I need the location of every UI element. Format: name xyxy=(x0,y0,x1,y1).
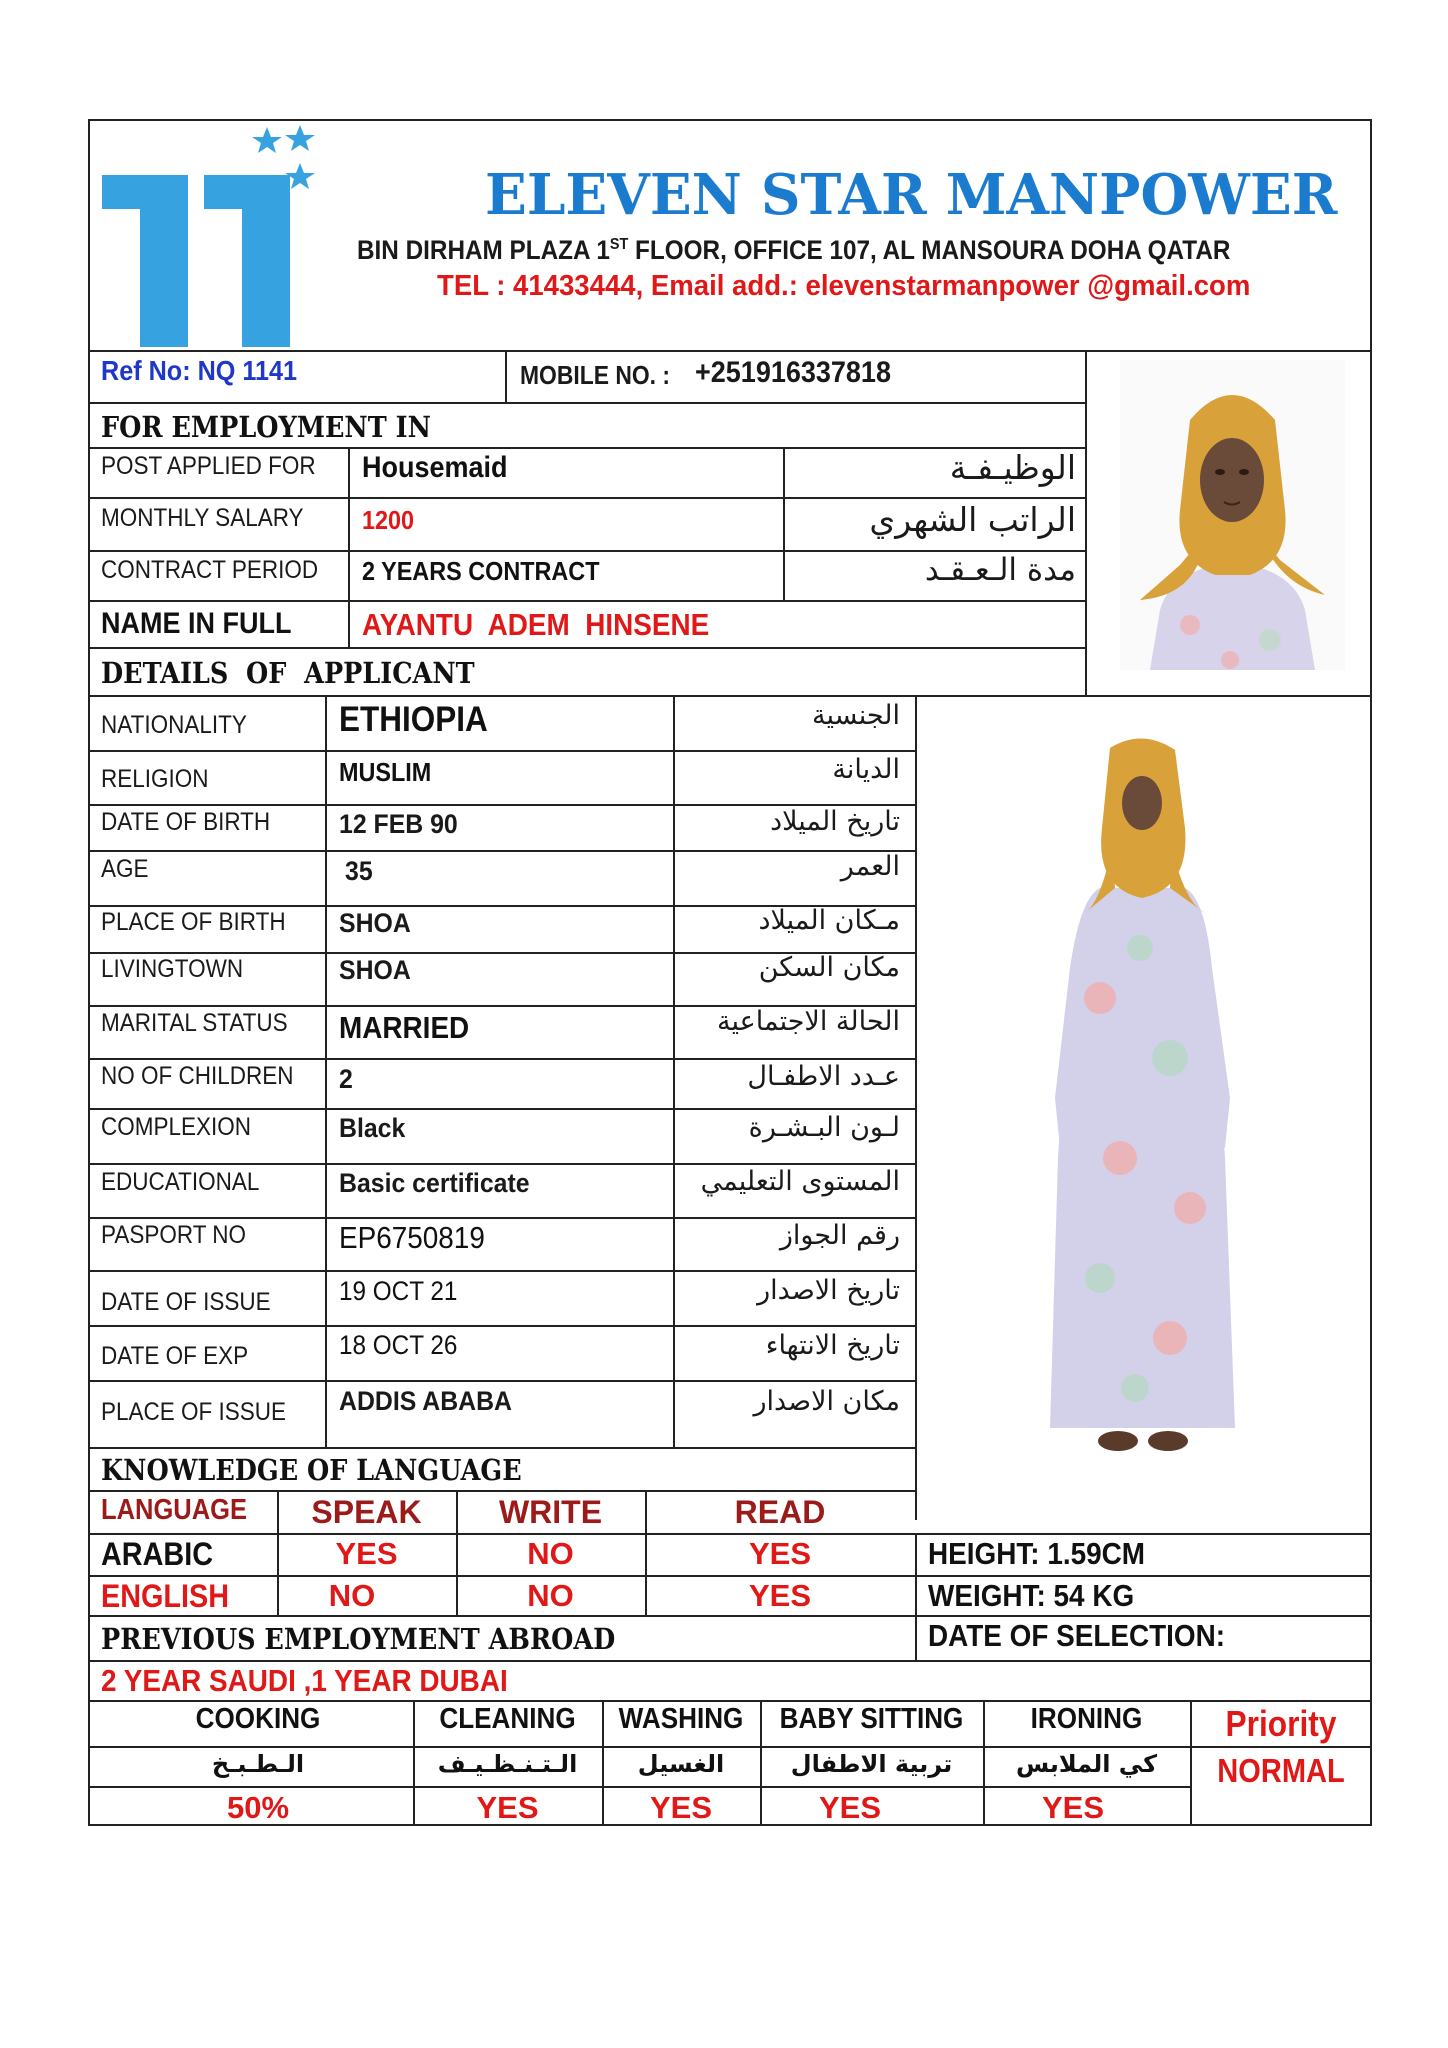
date-of-issue-arabic: تاريخ الاصدار xyxy=(757,1275,900,1306)
divider xyxy=(915,1533,917,1660)
skill-washing-arabic: الغسيل xyxy=(637,1750,725,1778)
arabic-language: ARABIC xyxy=(101,1536,213,1572)
divider xyxy=(88,750,915,752)
date-of-selection: DATE OF SELECTION: xyxy=(928,1618,1226,1653)
company-contact: TEL : 41433444, Email add.: elevenstarmanpower @gmail.com xyxy=(437,270,1251,302)
divider xyxy=(915,695,917,1520)
monthly-salary-arabic: الراتب الشهري xyxy=(869,500,1076,539)
company-name: ELEVEN STAR MANPOWER xyxy=(485,162,1338,228)
divider xyxy=(88,1490,915,1492)
children-arabic: عـدد الاطفـال xyxy=(747,1061,900,1092)
english-write: NO xyxy=(527,1578,574,1613)
english-speak: NO xyxy=(328,1578,376,1613)
star-icon xyxy=(252,127,282,153)
post-applied-arabic: الوظيـفـة xyxy=(949,448,1076,487)
divider xyxy=(1085,350,1087,695)
skill-baby-sitting-arabic: تربية الاطفال xyxy=(790,1750,953,1778)
name-in-full-value: AYANTU ADEM HINSENE xyxy=(362,607,710,642)
date-of-issue-value: 19 OCT 21 xyxy=(339,1276,458,1306)
divider xyxy=(88,497,1085,499)
divider xyxy=(88,402,1085,404)
divider xyxy=(88,850,915,852)
divider xyxy=(325,695,327,1447)
religion-value: MUSLIM xyxy=(339,757,432,787)
english-read: YES xyxy=(748,1578,812,1613)
divider xyxy=(1190,1700,1192,1826)
divider xyxy=(88,1615,1372,1617)
age-value: 35 xyxy=(345,856,373,886)
divider xyxy=(505,350,507,402)
star-icon xyxy=(285,125,315,151)
divider xyxy=(88,350,1372,352)
complexion-label: COMPLEXION xyxy=(101,1113,252,1141)
skill-cooking-arabic: الـطـبـخ xyxy=(211,1750,305,1778)
educational-value: Basic certificate xyxy=(339,1168,530,1198)
divider xyxy=(88,447,1085,449)
age-arabic: العمر xyxy=(840,851,900,882)
divider xyxy=(88,600,1085,602)
date-of-birth-value: 12 FEB 90 xyxy=(339,809,458,839)
divider xyxy=(88,1217,915,1219)
skill-cleaning-arabic: الـتـنـظـيـف xyxy=(437,1750,578,1778)
address-line-b: FLOOR, OFFICE 107, AL MANSOURA DOHA QATAR xyxy=(628,235,1231,265)
divider xyxy=(88,1163,915,1165)
livingtown-arabic: مكان السكن xyxy=(758,952,900,983)
divider xyxy=(88,1660,1372,1662)
skill-baby-sitting: BABY SITTING xyxy=(779,1703,964,1735)
contract-period-arabic: مدة الـعـقـد xyxy=(924,552,1076,588)
contract-period-value: 2 YEARS CONTRACT xyxy=(362,556,600,586)
ref-number: Ref No: NQ 1141 xyxy=(101,355,298,386)
monthly-salary-label: MONTHLY SALARY xyxy=(101,504,304,532)
age-label: AGE xyxy=(101,855,149,883)
passport-value: EP6750819 xyxy=(339,1220,485,1255)
previous-employment-value: 2 YEAR SAUDI ,1 YEAR DUBAI xyxy=(101,1663,508,1698)
divider xyxy=(88,1108,915,1110)
date-of-exp-label: DATE OF EXP xyxy=(101,1342,249,1370)
write-col-header: WRITE xyxy=(498,1494,603,1530)
place-of-birth-value: SHOA xyxy=(339,908,411,938)
religion-label: RELIGION xyxy=(101,765,209,793)
complexion-arabic: لـون البـشـرة xyxy=(748,1112,900,1143)
speak-col-header: SPEAK xyxy=(311,1494,422,1530)
arabic-read: YES xyxy=(748,1536,812,1571)
date-of-exp-value: 18 OCT 26 xyxy=(339,1330,458,1360)
date-of-birth-arabic: تاريخ الميلاد xyxy=(770,806,900,837)
skill-washing-value: YES xyxy=(649,1790,713,1825)
complexion-value: Black xyxy=(339,1113,406,1143)
religion-arabic: الديانة xyxy=(832,754,900,785)
skill-ironing-arabic: كي الملابس xyxy=(1015,1750,1158,1778)
arabic-speak: YES xyxy=(335,1536,398,1571)
divider xyxy=(88,1447,915,1449)
company-address xyxy=(357,235,1230,266)
place-of-issue-value: ADDIS ABABA xyxy=(339,1386,512,1416)
divider xyxy=(348,447,350,647)
passport-label: PASPORT NO xyxy=(101,1221,247,1249)
mobile-value: +251916337818 xyxy=(695,356,891,389)
skill-ironing-value: YES xyxy=(1041,1790,1105,1825)
skill-washing: WASHING xyxy=(618,1703,744,1735)
divider xyxy=(88,1058,915,1060)
livingtown-value: SHOA xyxy=(339,955,411,985)
divider xyxy=(88,1270,915,1272)
date-of-issue-label: DATE OF ISSUE xyxy=(101,1288,271,1316)
divider xyxy=(88,1575,1372,1577)
nationality-label: NATIONALITY xyxy=(101,711,247,739)
previous-employment-title: PREVIOUS EMPLOYMENT ABROAD xyxy=(101,1622,616,1656)
skill-ironing: IRONING xyxy=(1030,1703,1143,1735)
address-line-a: BIN DIRHAM PLAZA 1 xyxy=(357,235,610,265)
priority-label: Priority xyxy=(1225,1703,1337,1744)
name-in-full-label: NAME IN FULL xyxy=(101,607,292,640)
language-col-header: LANGUAGE xyxy=(101,1494,248,1526)
skill-baby-sitting-value: YES xyxy=(818,1790,882,1825)
divider xyxy=(673,695,675,1447)
divider xyxy=(915,695,1372,697)
educational-arabic: المستوى التعليمي xyxy=(700,1166,900,1197)
divider xyxy=(88,1700,1372,1702)
height: HEIGHT: 1.59CM xyxy=(928,1536,1146,1571)
language-section-title: KNOWLEDGE OF LANGUAGE xyxy=(101,1453,522,1487)
applicant-full-body-photo xyxy=(1040,738,1245,1458)
address-line-sup: ST xyxy=(609,236,629,253)
livingtown-label: LIVINGTOWN xyxy=(101,955,244,983)
educational-label: EDUCATIONAL xyxy=(101,1168,260,1196)
date-of-birth-label: DATE OF BIRTH xyxy=(101,808,271,836)
post-applied-label: POST APPLIED FOR xyxy=(101,452,316,480)
arabic-write: NO xyxy=(527,1536,574,1571)
details-section-title: DETAILS OF APPLICANT xyxy=(101,656,475,690)
marital-status-arabic: الحالة الاجتماعية xyxy=(717,1006,900,1037)
employment-section-title: FOR EMPLOYMENT IN xyxy=(101,410,431,444)
divider xyxy=(88,647,1085,649)
date-of-exp-arabic: تاريخ الانتهاء xyxy=(765,1330,900,1361)
divider xyxy=(88,1746,1372,1748)
children-label: NO OF CHILDREN xyxy=(101,1062,294,1090)
skill-cooking-value: 50% xyxy=(226,1790,290,1825)
divider xyxy=(88,1325,915,1327)
place-of-birth-arabic: مـكان الميلاد xyxy=(758,905,900,936)
priority-value: NORMAL xyxy=(1217,1752,1345,1789)
mobile-label: MOBILE NO. : xyxy=(520,360,670,390)
skill-cleaning: CLEANING xyxy=(439,1703,576,1735)
divider xyxy=(88,1533,1372,1535)
company-logo xyxy=(100,125,330,350)
monthly-salary-value: 1200 xyxy=(362,505,415,535)
post-applied-value: Housemaid xyxy=(362,451,508,484)
weight: WEIGHT: 54 KG xyxy=(928,1578,1135,1613)
place-of-birth-label: PLACE OF BIRTH xyxy=(101,908,286,936)
english-language: ENGLISH xyxy=(101,1578,230,1614)
divider xyxy=(88,1380,915,1382)
children-value: 2 xyxy=(339,1064,353,1094)
marital-status-value: MARRIED xyxy=(339,1010,470,1045)
skill-cooking: COOKING xyxy=(195,1703,321,1735)
contract-period-label: CONTRACT PERIOD xyxy=(101,556,319,584)
nationality-arabic: الجنسية xyxy=(811,700,900,731)
place-of-issue-arabic: مكان الاصدار xyxy=(753,1386,900,1417)
divider xyxy=(88,1786,1190,1788)
applicant-portrait-photo xyxy=(1120,360,1345,670)
skill-cleaning-value: YES xyxy=(476,1790,539,1825)
nationality-value: ETHIOPIA xyxy=(339,700,488,739)
read-col-header: READ xyxy=(734,1494,826,1530)
divider xyxy=(783,447,785,600)
marital-status-label: MARITAL STATUS xyxy=(101,1009,288,1037)
divider xyxy=(88,695,915,697)
passport-arabic: رقم الجواز xyxy=(779,1220,900,1251)
place-of-issue-label: PLACE OF ISSUE xyxy=(101,1398,287,1426)
